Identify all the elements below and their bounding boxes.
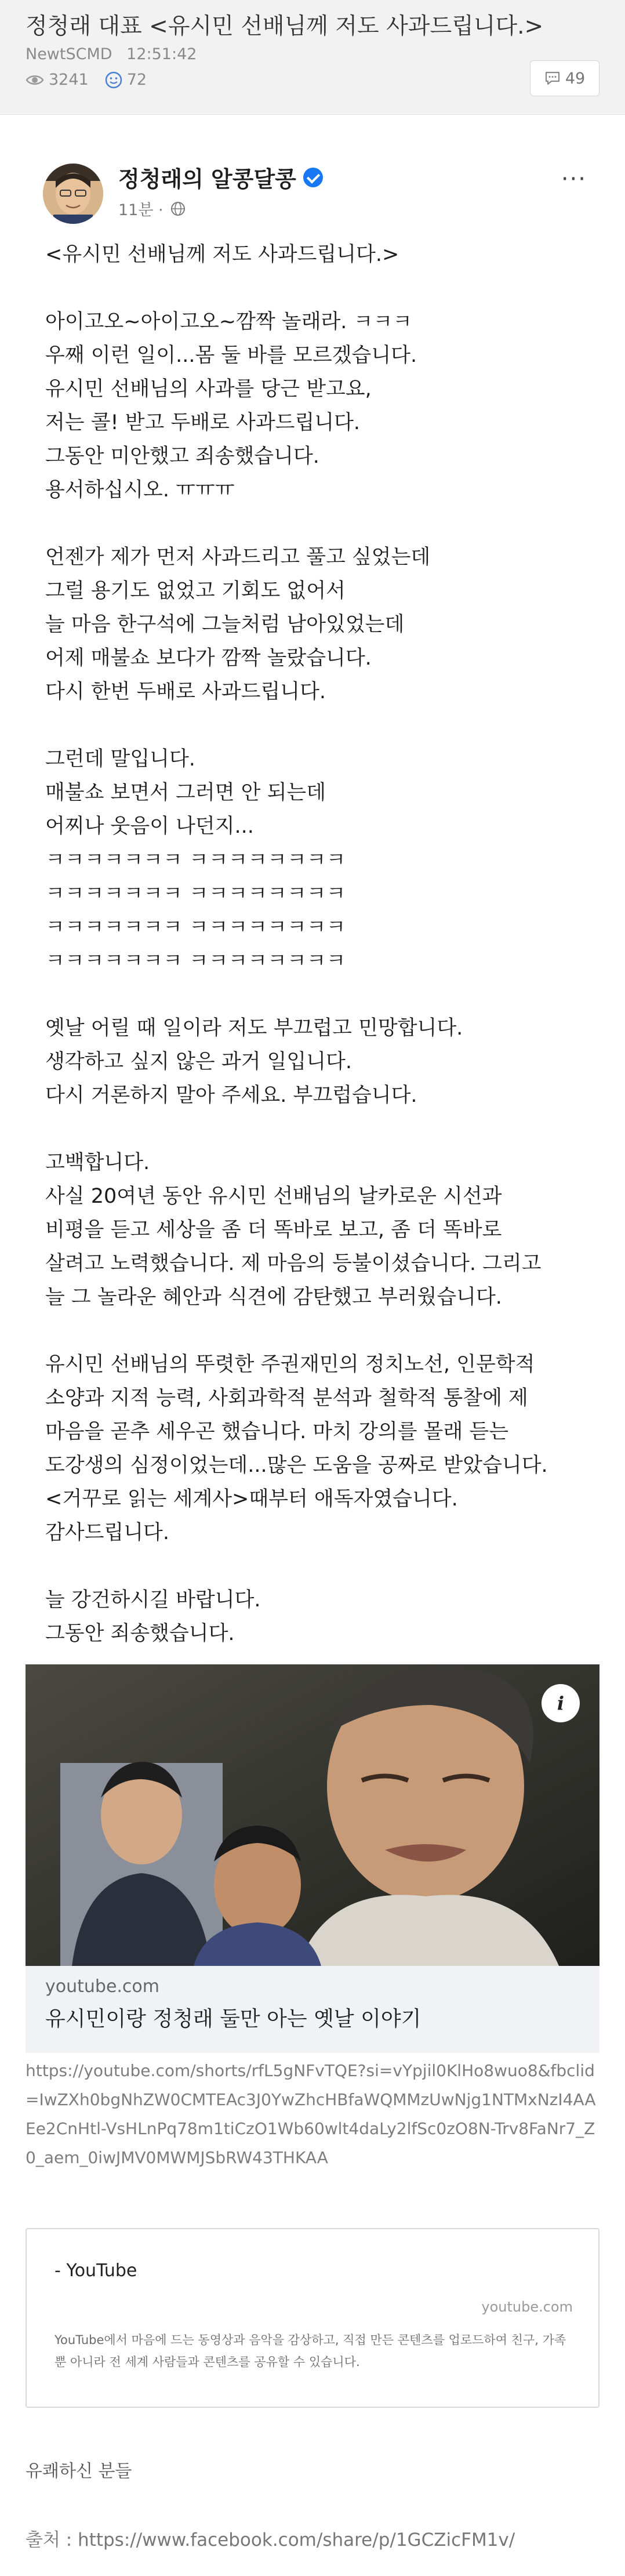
post-title: 정청래 대표 <유시민 선배님께 저도 사과드립니다.>: [26, 13, 544, 39]
post-stats: [26, 71, 163, 89]
author-name[interactable]: NewtSCMD: [26, 45, 112, 63]
post-timestamp: [118, 197, 186, 220]
youtube-embed-domain: youtube.com: [481, 2299, 573, 2315]
views-stat: [26, 71, 89, 89]
likes-count: 72: [126, 71, 147, 89]
footer-note: 유쾌하신 분들: [26, 2461, 132, 2481]
views-count: 3241: [49, 71, 89, 89]
link-preview-meta[interactable]: [26, 1966, 599, 2053]
youtube-embed-title[interactable]: - YouTube: [54, 2261, 137, 2281]
video-thumbnail[interactable]: [26, 1664, 599, 1966]
source-link[interactable]: 출처 : https://www.facebook.com/share/p/1GCZicFM1v/: [26, 2530, 515, 2550]
likes-stat[interactable]: [105, 71, 147, 89]
avatar[interactable]: [43, 164, 103, 224]
youtube-embed-description: YouTube에서 마음에 드는 동영상과 음악을 감상하고, 직접 만든 콘텐츠를 업로드하여 친구, 가족뿐 아니라 전 세계 사람들과 콘텐츠를 공유할 수 있습니다.: [54, 2333, 566, 2369]
link-preview-card[interactable]: [26, 1664, 599, 2053]
globe-icon: [170, 201, 186, 216]
post-body-text: <유시민 선배님께 저도 사과드립니다.> 아이고오~아이고오~깜짝 놀래라. ㅋㅋㅋ 우째 이런 일이...몸 둘 바를 모르겠습니다. 유시민 선배님의 사과를 당근 받고요, 저는 콜! 받고 두배로 사과드립니다. 그동안 미안했고 죄송했습니다. 용서하십시오. ㅠㅠㅠ 언젠가 제가 먼저 사과드리고 풀고 싶었는데 그럴 용기도 없었고 기회도 없어서 늘 마음 한구석에 그늘처럼 남아있었는데 어제 매불쇼 보다가 깜짝 놀랐습니다. 다시 한번 두배로 사과드립니다. 그런데 말입니다. 매불쇼 보면서 그러면 안 되는데 어찌나 웃음이 나던지... ㅋㅋㅋㅋㅋㅋㅋ ㅋㅋㅋㅋㅋㅋㅋㅋ ㅋㅋㅋㅋㅋㅋㅋ ㅋㅋㅋㅋㅋㅋㅋㅋ ㅋㅋㅋㅋㅋㅋㅋ ㅋㅋㅋㅋㅋㅋㅋㅋ ㅋㅋㅋㅋㅋㅋㅋ ㅋㅋㅋㅋㅋㅋㅋㅋ 옛날 어릴 때 일이라 저도 부끄럽고 민망합니다. 생각하고 싶지 않은 과거 일입니다. 다시 거론하지 말아 주세요. 부끄럽습니다. 고백합니다. 사실 20여년 동안 유시민 선배님의 날카로운 시선과 비평을 듣고 세상을 좀 더 똑바로 보고, 좀 더 똑바로 살려고 노력했습니다. 제 마음의 등불이셨습니다. 그리고 늘 그 놀라운 혜안과 식견에 감탄했고 부러웠습니다. 유시민 선배님의 뚜렷한 주권재민의 정치노선, 인문학적 소양과 지적 능력, 사회과학적 분석과 철학적 통찰에 제 마음을 곧추 세우곤 했습니다. 마치 강의를 몰래 듣는 도강생의 심정이었는데...많은 도움을 공짜로 받았습니다. <거꾸로 읽는 세계사>때부터 애독자였습니다. 감사드립니다. 늘 강건하시길 바랍니다. 그동안 죄송했습니다.: [45, 243, 548, 1645]
comments-count: 49: [565, 69, 586, 88]
post-meta: [26, 45, 206, 63]
shared-url-text[interactable]: https://youtube.com/shorts/rfL5gNFvTQE?si=vYpjil0KlHo8wuo8&fbclid=IwZXh0bgNhZW0CMTEAc3J0YwZhcHBfaWQMMzUwNjg1NTMxNzI4AAEe2CnHtl-VsHLnPq78m1tiCzO1Wb60wlt4daLy2lfSc0zO8N-Trv8FaNr7_Z0_aem_0iwJMV0MWMJSbRW43THKAA: [26, 2061, 596, 2167]
verified-badge-icon: [303, 168, 323, 187]
youtube-embed-card[interactable]: [26, 2228, 599, 2408]
link-preview-domain: youtube.com: [45, 1976, 160, 1997]
more-options-button[interactable]: ···: [561, 166, 587, 193]
page-name-text[interactable]: 정청래의 알콩달콩: [118, 166, 296, 192]
post-header: [0, 0, 625, 115]
info-icon[interactable]: i: [542, 1684, 580, 1722]
eye-icon: [26, 74, 44, 86]
smile-icon: [105, 71, 122, 89]
link-preview-title[interactable]: 유시민이랑 정청래 둘만 아는 옛날 이야기: [45, 2007, 421, 2031]
comment-icon: [544, 71, 561, 86]
post-time: 12:51:42: [126, 45, 197, 63]
post-time-text[interactable]: 11분 ·: [118, 201, 163, 219]
comments-button[interactable]: [530, 60, 599, 96]
page-name[interactable]: [118, 161, 323, 193]
